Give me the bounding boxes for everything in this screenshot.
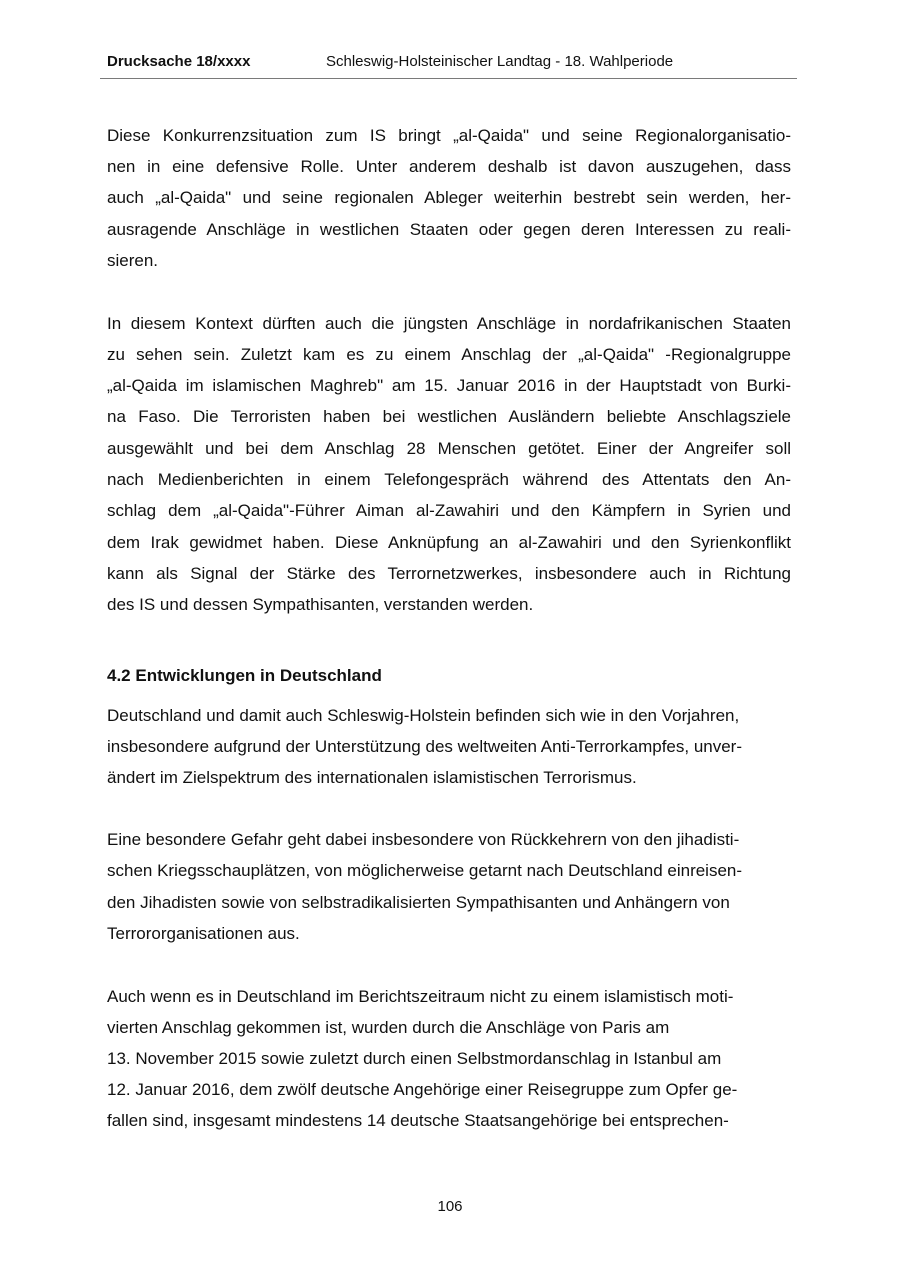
text-line: 12. Januar 2016, dem zwölf deutsche Angehörige einer Reisegruppe zum Opfer ge- <box>107 1080 738 1099</box>
text-line: „al-Qaida im islamischen Maghreb" am 15. Januar 2016 in der Hauptstadt von Burki- <box>107 376 791 395</box>
parliament-title: Schleswig-Holsteinischer Landtag - 18. Wahlperiode <box>326 53 674 70</box>
text-line: schen Kriegsschauplätzen, von möglicherweise getarnt nach Deutschland einreisen- <box>107 861 743 880</box>
text-line: kann als Signal der Stärke des Terrornetzwerkes, insbesondere auch in Richtung <box>107 564 791 583</box>
text-line: na Faso. Die Terroristen haben bei westlichen Ausländern beliebte Anschlagsziele <box>107 407 791 426</box>
text-line: schlag dem „al-Qaida"-Führer Aiman al-Zawahiri und den Kämpfern in Syrien und <box>107 501 791 520</box>
page-header <box>100 52 797 79</box>
text-line: fallen sind, insgesamt mindestens 14 deutsche Staatsangehörige bei entsprechen- <box>107 1111 729 1130</box>
text-line: auch „al-Qaida" und seine regionalen Ableger weiterhin bestrebt sein werden, her- <box>107 188 791 207</box>
section-heading: 4.2 Entwicklungen in Deutschland <box>107 666 382 685</box>
page-number: 106 <box>437 1198 463 1215</box>
text-line: dem Irak gewidmet haben. Diese Anknüpfung an al-Zawahiri und den Syrienkonflikt <box>107 533 791 552</box>
text-line: ausragende Anschläge in westlichen Staaten oder gegen deren Interessen zu reali- <box>107 220 791 239</box>
text-line: Eine besondere Gefahr geht dabei insbesondere von Rückkehrern von den jihadisti- <box>107 830 740 849</box>
text-line: 13. November 2015 sowie zuletzt durch einen Selbstmordanschlag in Istanbul am <box>107 1049 722 1068</box>
text-line: vierten Anschlag gekommen ist, wurden durch die Anschläge von Paris am <box>107 1018 670 1037</box>
text-line: Terrororganisationen aus. <box>107 924 300 943</box>
text-line: Auch wenn es in Deutschland im Berichtszeitraum nicht zu einem islamistisch moti- <box>107 987 734 1006</box>
text-line: den Jihadisten sowie von selbstradikalisierten Sympathisanten und Anhängern von <box>107 893 730 912</box>
text-line: ändert im Zielspektrum des internationalen islamistischen Terrorismus. <box>107 768 637 787</box>
text-line: nach Medienberichten in einem Telefongespräch während des Attentats den An- <box>107 470 791 489</box>
text-line: ausgewählt und bei dem Anschlag 28 Menschen getötet. Einer der Angreifer soll <box>107 439 791 458</box>
document-number: Drucksache 18/xxxx <box>107 53 251 70</box>
text-line: des IS und dessen Sympathisanten, verstanden werden. <box>107 595 534 614</box>
text-line: Deutschland und damit auch Schleswig-Holstein befinden sich wie in den Vorjahren, <box>107 706 740 725</box>
text-line: Diese Konkurrenzsituation zum IS bringt „al-Qaida" und seine Regionalorganisatio- <box>107 126 791 145</box>
text-line: sieren. <box>107 251 159 270</box>
text-line: nen in eine defensive Rolle. Unter anderem deshalb ist davon auszugehen, dass <box>107 157 791 176</box>
text-line: In diesem Kontext dürften auch die jüngsten Anschläge in nordafrikanischen Staaten <box>107 314 791 333</box>
text-line: zu sehen sein. Zuletzt kam es zu einem Anschlag der „al-Qaida" -Regionalgruppe <box>107 345 791 364</box>
text-line: insbesondere aufgrund der Unterstützung des weltweiten Anti-Terrorkampfes, unver- <box>107 737 743 756</box>
